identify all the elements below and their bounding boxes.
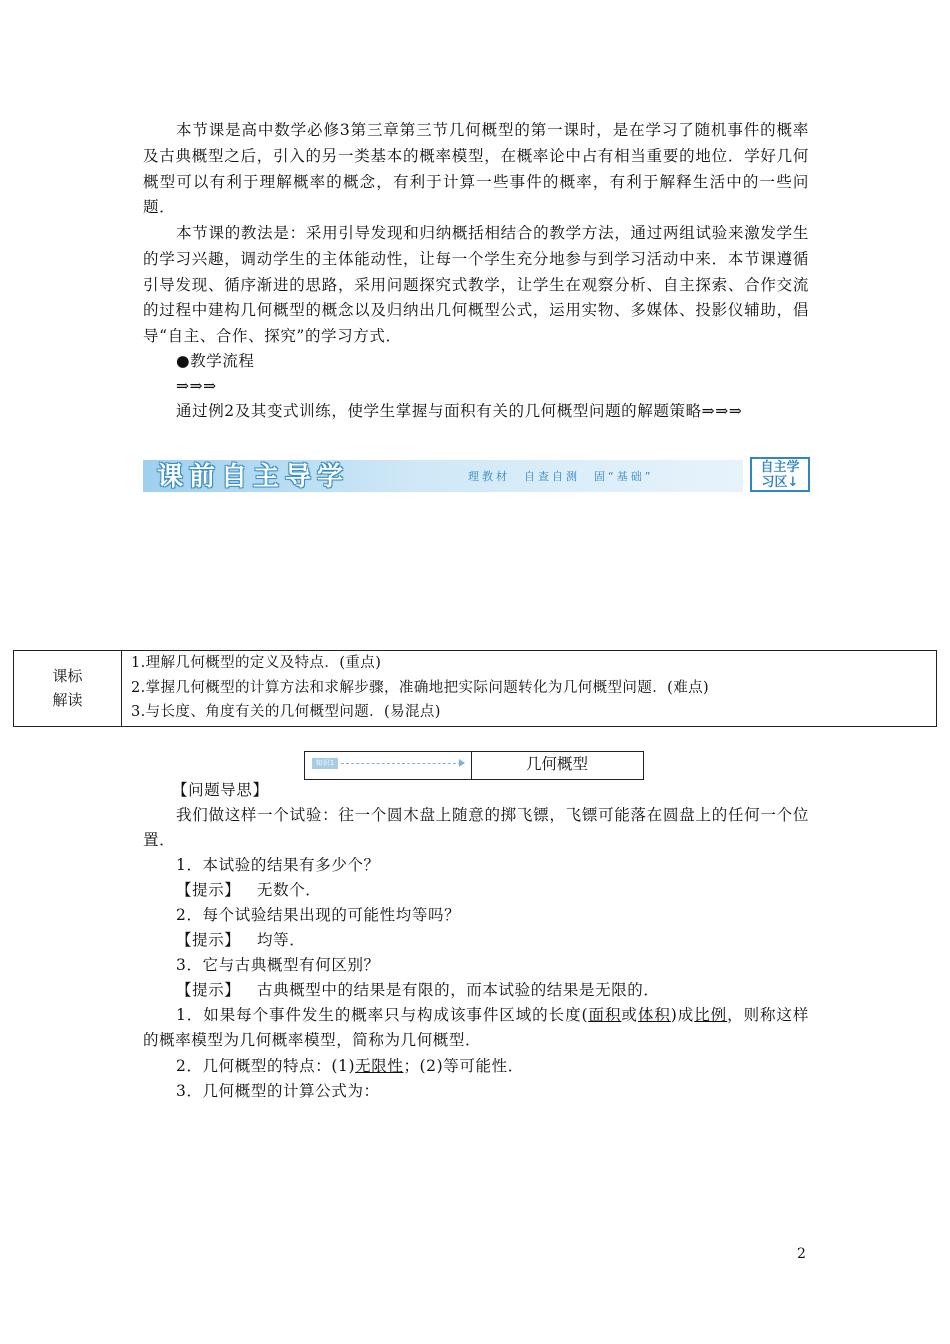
dashed-arrow-icon — [341, 763, 461, 764]
blank-ratio: 比例 — [694, 1006, 728, 1024]
hint-label: 【提示】 — [176, 931, 241, 949]
self-study-badge — [750, 457, 810, 492]
features-text: ；(2)等可能性． — [403, 1057, 524, 1075]
banner-title: 课前自主导学 — [157, 462, 350, 492]
blank-volume: 体积 — [637, 1006, 671, 1024]
goal-item: 3.与长度、角度有关的几何概型问题．(易混点) — [131, 704, 441, 720]
badge-line-1: 自主学 — [760, 460, 800, 475]
flow-heading: ●教学流程 — [176, 352, 255, 370]
blank-area: 面积 — [588, 1006, 622, 1024]
experiment-paragraph: 我们做这样一个试验：往一个圆木盘上随意的掷飞镖，飞镖可能落在圆盘上的任何一个位置． — [143, 806, 809, 849]
question-heading: 【问题导思】 — [172, 781, 269, 799]
hint-label: 【提示】 — [176, 881, 241, 899]
knowledge-point-title: 几何概型 — [525, 755, 588, 773]
page-number: 2 — [797, 1246, 806, 1262]
answer-3 — [176, 978, 660, 1002]
definition-paragraph — [143, 1003, 809, 1053]
answer-1 — [176, 878, 321, 902]
hint-text: 古典概型中的结果是有限的，而本试验的结果是无限的． — [257, 981, 660, 999]
features-line — [176, 1054, 524, 1078]
goals-header-line-2: 解读 — [52, 691, 83, 709]
features-text: 2．几何概型的特点：(1) — [176, 1057, 356, 1075]
section-banner — [143, 456, 813, 494]
knowledge-tag: 知识1 — [312, 758, 338, 769]
hint-text: 无数个． — [257, 881, 322, 899]
badge-line-2: 习区↓ — [761, 475, 799, 490]
flow-text: 通过例2及其变式训练，使学生掌握与面积有关的几何概型问题的解题策略⇒⇒⇒ — [176, 402, 743, 420]
definition-text: )成 — [670, 1006, 695, 1024]
definition-text: ，则称这样的概率模型为几何概率模型，简称为几何概型． — [143, 1006, 810, 1049]
formula-line: 3．几何概型的计算公式为： — [176, 1082, 380, 1100]
definition-text: 1．如果每个事件发生的概率只与构成该事件区域的长度( — [176, 1006, 589, 1024]
knowledge-point-marker — [305, 752, 472, 779]
flow-arrows: ⇒⇒⇒ — [176, 377, 217, 395]
goals-list — [131, 651, 709, 725]
knowledge-point-box — [304, 751, 644, 780]
question-3: 3．它与古典概型有何区别？ — [176, 956, 380, 974]
intro-paragraph-2: 本节课的教法是：采用引导发现和归纳概括相结合的教学方法，通过两组试验来激发学生的学习兴趣，调动学生的主体能动性，让每一个学生充分地参与到学习活动中来．本节课遵循引导发现、循序渐进的思路，采用问题探究式教学，让学生在观察分析、自主探索、合作交流的过程中建构几何概型的概念以及归纳出几何概型公式，运用实物、多媒体、投影仪辅助，倡导“自主、合作、探究”的学习方式． — [143, 224, 809, 346]
goals-header — [14, 651, 122, 726]
hint-label: 【提示】 — [176, 981, 241, 999]
question-2: 2．每个试验结果出现的可能性均等吗？ — [176, 906, 461, 924]
answer-2 — [176, 928, 305, 952]
arrow-head-icon — [459, 759, 465, 767]
goal-item: 1.理解几何概型的定义及特点．(重点) — [131, 655, 382, 671]
goal-item: 2.掌握几何概型的计算方法和求解步骤，准确地把实际问题转化为几何概型问题．(难点) — [131, 679, 710, 696]
blank-infinite: 无限性 — [355, 1057, 404, 1075]
goals-header-line-1: 课标 — [52, 667, 83, 685]
definition-text: 或 — [621, 1006, 638, 1024]
intro-paragraph-1: 本节课是高中数学必修3第三章第三节几何概型的第一课时，是在学习了随机事件的概率及古典概型之后，引入的另一类基本的概率模型，在概率论中占有相当重要的地位．学好几何概型可以有利于理解概率的概念，有利于计算一些事件的概率，有利于解释生活中的一些问题． — [143, 121, 809, 217]
hint-text: 均等． — [257, 931, 306, 949]
question-1: 1．本试验的结果有多少个？ — [176, 856, 380, 874]
curriculum-goals-table — [13, 650, 937, 727]
banner-subtitle: 理教材 自查自测 固“基础” — [468, 470, 654, 483]
